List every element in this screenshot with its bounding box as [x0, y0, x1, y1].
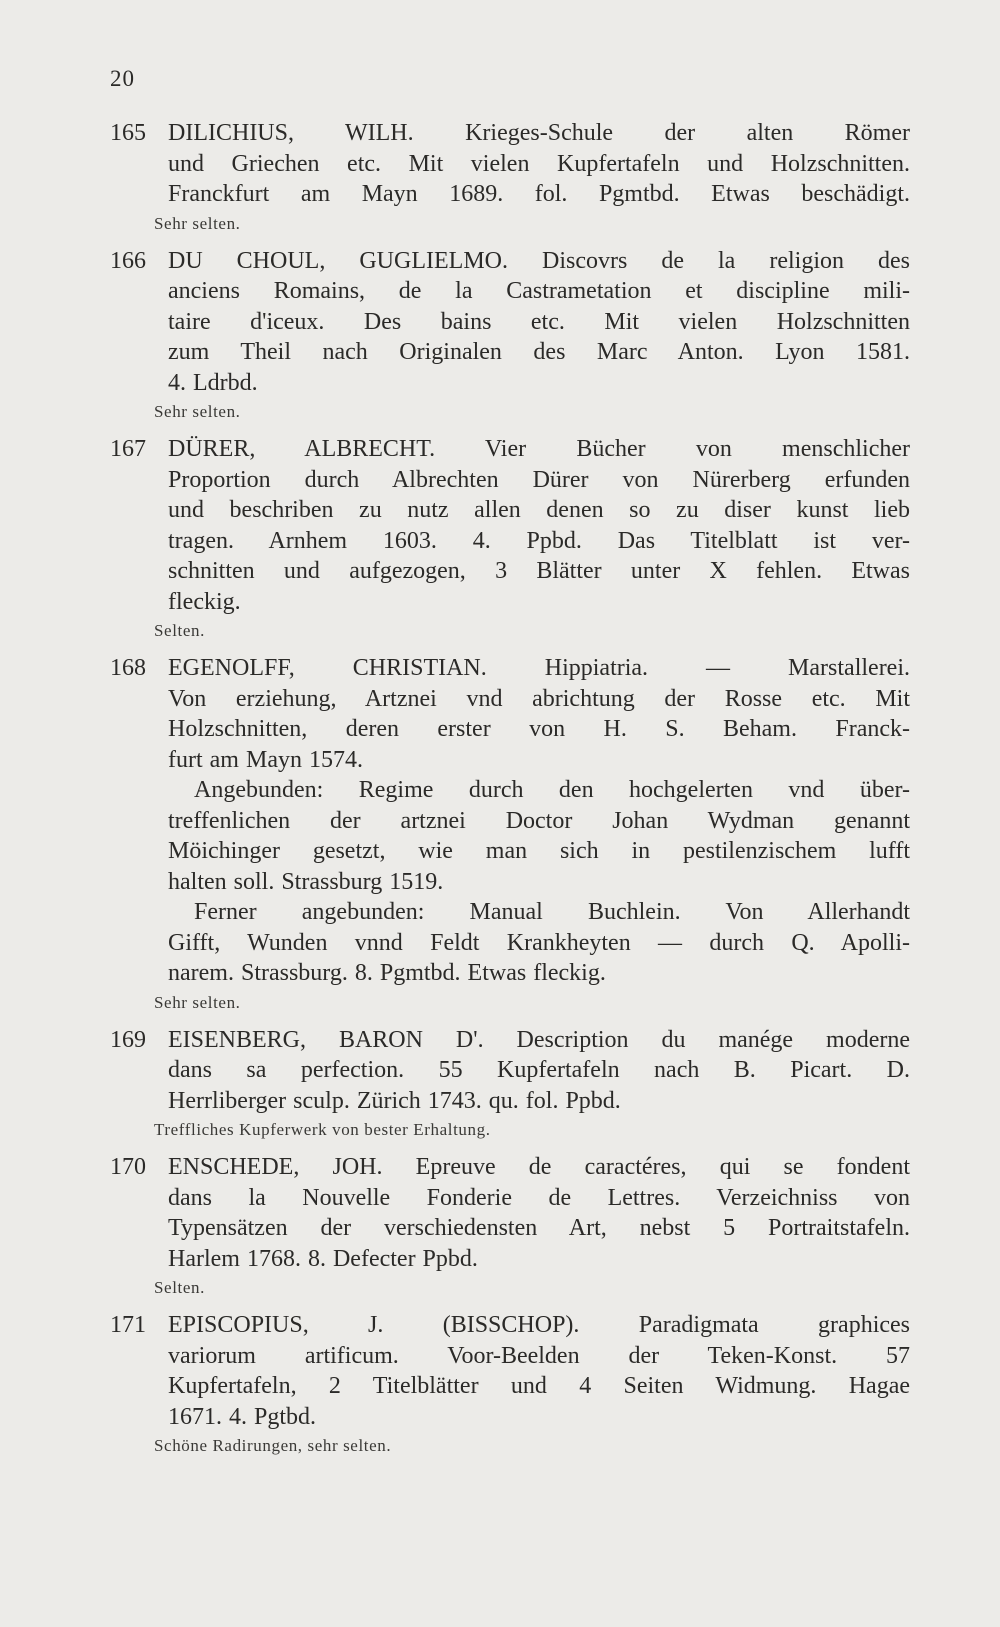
entry-line: dans la Nouvelle Fonderie de Lettres. Verzeichniss von [168, 1184, 910, 1211]
entry-line: 4. Ldrbd. [168, 369, 258, 396]
entry-line: Gifft, Wunden vnnd Feldt Krankheyten — durch Q. Apolli- [168, 929, 910, 956]
entry-line: Kupfertafeln, 2 Titelblätter und 4 Seiten Widmung. Hagae [168, 1373, 910, 1399]
entry-line: Proportion durch Albrechten Dürer von Nürerberg erfunden [168, 466, 910, 493]
entry-number: 168 [110, 655, 146, 681]
entry-line: DÜRER, ALBRECHT. Vier Bücher von menschlicher [168, 436, 910, 462]
catalog-entry-165 [110, 118, 910, 238]
entry-line: anciens Romains, de la Castrametation et discipline mili- [168, 278, 910, 304]
catalog-entry-168 [110, 653, 910, 1017]
entry-body [168, 1152, 910, 1274]
entry-body [168, 1025, 910, 1117]
entry-line: Holzschnitten, deren erster von H. S. Beham. Franck- [168, 716, 910, 742]
entry-line: 1671. 4. Pgtbd. [168, 1403, 317, 1430]
entry-note: Treffliches Kupferwerk von bester Erhaltung. [154, 1120, 491, 1139]
entry-number: 170 [110, 1154, 146, 1180]
entry-line: variorum artificum. Voor-Beelden der Teken-Konst. 57 [168, 1342, 910, 1369]
entry-number: 167 [110, 436, 146, 462]
entry-line: schnitten und aufgezogen, 3 Blätter unter X fehlen. Etwas [168, 558, 910, 584]
entry-line: EISENBERG, BARON D'. Description du manége moderne [168, 1026, 910, 1053]
page-number: 20 [110, 66, 135, 91]
entry-body [168, 653, 910, 989]
entry-line: EGENOLFF, CHRISTIAN. Hippiatria. — Marstallerei. [168, 655, 910, 681]
entry-line: DU CHOUL, GUGLIELMO. Discovrs de la religion des [168, 247, 910, 274]
entry-line: ENSCHEDE, JOH. Epreuve de caractéres, qui se fondent [168, 1154, 910, 1180]
entry-line: zum Theil nach Originalen des Marc Anton. Lyon 1581. [168, 339, 910, 365]
entry-number: 165 [110, 120, 146, 146]
catalog-entry-170 [110, 1152, 910, 1302]
entry-line: Herrliberger sculp. Zürich 1743. qu. fol. Ppbd. [168, 1087, 621, 1114]
entry-line: halten soll. Strassburg 1519. [168, 868, 444, 895]
entry-body [168, 246, 910, 399]
entry-line: taire d'iceux. Des bains etc. Mit vielen Holzschnitten [168, 308, 910, 335]
entry-line: treffenlichen der artznei Doctor Johan Wydman genannt [168, 807, 910, 834]
entry-body [168, 118, 910, 210]
entry-line: fleckig. [168, 588, 241, 615]
entries-list [110, 118, 910, 1468]
entry-line: narem. Strassburg. 8. Pgmtbd. Etwas fleckig. [168, 960, 606, 986]
entry-number: 169 [110, 1026, 146, 1053]
entry-line: EPISCOPIUS, J. (BISSCHOP). Paradigmata graphices [168, 1312, 910, 1338]
entry-line: Möichinger gesetzt, wie man sich in pestilenzischem lufft [168, 838, 910, 864]
catalog-entry-169 [110, 1025, 910, 1145]
entry-line: Ferner angebunden: Manual Buchlein. Von Allerhandt [194, 899, 910, 925]
entry-line: dans sa perfection. 55 Kupfertafeln nach B. Picart. D. [168, 1057, 910, 1083]
entry-note: Selten. [154, 621, 205, 640]
entry-line: DILICHIUS, WILH. Krieges-Schule der alten Römer [168, 120, 910, 146]
entry-note: Sehr selten. [154, 992, 241, 1012]
entry-line: furt am Mayn 1574. [168, 746, 363, 773]
catalog-entry-171 [110, 1310, 910, 1460]
catalog-entry-166 [110, 246, 910, 427]
entry-line: Harlem 1768. 8. Defecter Ppbd. [168, 1245, 478, 1272]
entry-note: Selten. [154, 1278, 205, 1297]
entry-note: Sehr selten. [154, 213, 241, 233]
entry-number: 166 [110, 247, 146, 274]
entry-body [168, 434, 910, 617]
entry-note: Schöne Radirungen, sehr selten. [154, 1436, 392, 1455]
entry-line: und beschriben zu nutz allen denen so zu diser kunst lieb [168, 497, 910, 523]
catalog-entry-167 [110, 434, 910, 645]
entry-number: 171 [110, 1312, 146, 1338]
entry-line: Von erziehung, Artznei vnd abrichtung der Rosse etc. Mit [168, 685, 910, 712]
entry-line: Franckfurt am Mayn 1689. fol. Pgmtbd. Etwas beschädigt. [168, 181, 910, 207]
entry-line: Typensätzen der verschiedensten Art, nebst 5 Portraitstafeln. [168, 1215, 910, 1241]
entry-body [168, 1310, 910, 1432]
entry-note: Sehr selten. [154, 402, 241, 421]
entry-line: Angebunden: Regime durch den hochgelerten vnd über- [194, 777, 910, 803]
entry-line: und Griechen etc. Mit vielen Kupfertafeln und Holzschnitten. [168, 150, 910, 177]
entry-line: tragen. Arnhem 1603. 4. Ppbd. Das Titelblatt ist ver- [168, 527, 910, 554]
